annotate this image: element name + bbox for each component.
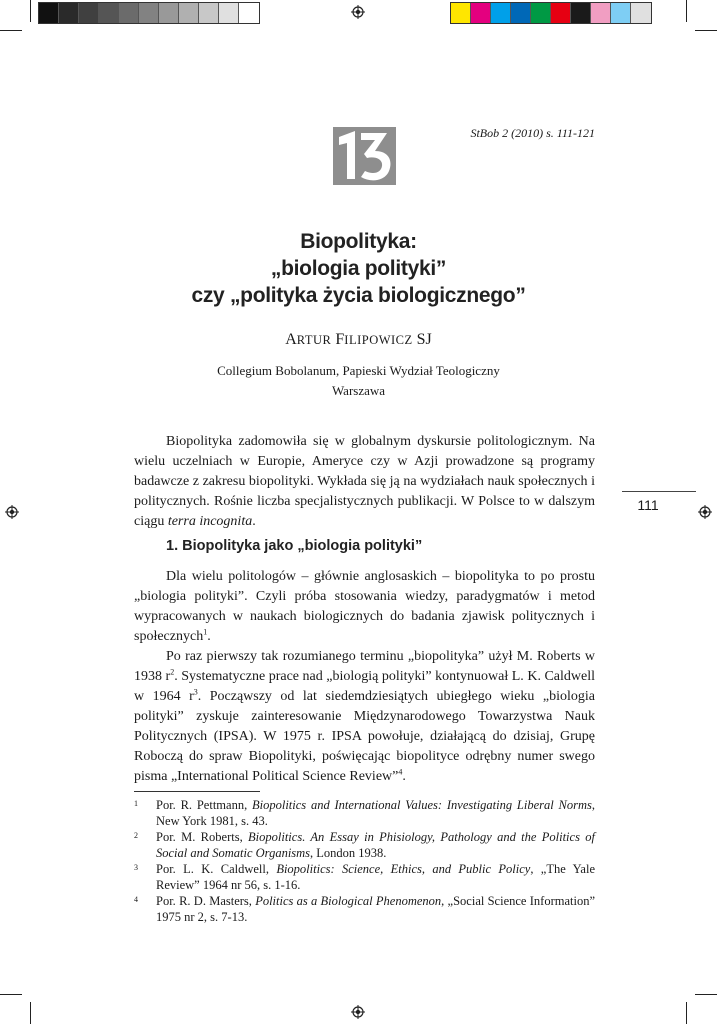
author-initial: A (285, 331, 297, 348)
color-swatch (491, 3, 511, 23)
footnote-text: Por. M. Roberts, (156, 830, 249, 844)
crop-mark (686, 0, 687, 22)
registration-mark-icon (698, 505, 712, 519)
color-swatch (239, 3, 259, 23)
footnote (134, 797, 595, 829)
page-number-rule (622, 491, 696, 492)
author-name (0, 331, 717, 349)
crop-mark (30, 0, 31, 22)
footnote-text: , New York 1981, s. 43. (156, 798, 595, 828)
footnote-number: 4 (134, 895, 138, 904)
color-swatch (551, 3, 571, 23)
journal-logo-icon (333, 127, 396, 185)
color-swatch (39, 3, 59, 23)
affiliation-city: Warszawa (331, 383, 386, 398)
crop-mark (0, 30, 22, 31)
italic-phrase: terra incognita (167, 514, 253, 529)
paragraph-text: . Systematyczne prace nad „biologią polityki” kontynuował L. K. Caldwell w 1964 r (134, 669, 595, 704)
color-swatch (471, 3, 491, 23)
footnote-text: Por. L. K. Caldwell, (156, 862, 277, 876)
color-swatch (531, 3, 551, 23)
color-swatch (179, 3, 199, 23)
footnote-title: Biopolitics and International Values: Investigating Liberal Norms (252, 798, 592, 812)
color-swatch (571, 3, 591, 23)
color-swatch (119, 3, 139, 23)
footnote-number: 1 (134, 799, 138, 808)
footnote (134, 861, 595, 893)
color-swatch (591, 3, 611, 23)
paragraph-text: Biopolityka zadomowiła się w globalnym dyskursie politologicznym. Na wielu uczelniach w Europie, Ameryce czy w Azji prowadzone są programy badawcze z zakresu biopolityki. Wykłada się ją na wydziałach nauk społecznych i politycznych. Rośnie liczba specjalistycznych publikacji. W Polsce to w dalszym ciągu (134, 434, 595, 529)
footnote-number: 2 (134, 831, 138, 840)
author-suffix: SJ (416, 331, 432, 348)
color-swatch (631, 3, 651, 23)
footnotes (134, 797, 595, 925)
grayscale-color-bar (38, 2, 260, 24)
footnote-ref[interactable]: 4 (398, 767, 403, 777)
color-swatch (59, 3, 79, 23)
section-heading: 1. Biopolityka jako „biologia polityki” (166, 538, 423, 554)
color-swatch (611, 3, 631, 23)
author-affiliation (0, 361, 717, 401)
body-paragraph (134, 567, 595, 647)
footnote (134, 829, 595, 861)
crop-mark (695, 994, 717, 995)
footnote-text: , „The Yale Review” 1964 nr 56, s. 1-16. (156, 862, 595, 892)
color-swatch (511, 3, 531, 23)
paragraph-text: . Począwszy od lat siedemdziesiątych ubiegłego wieku „biologia polityki” zyskuje zainteresowanie Międzynarodowego Towarzystwa Nauk Politycznych (IPSA). W 1975 r. IPSA powołuje, działającą do dzisiaj, Grupę Roboczą do spraw Biopolityki, poświęcając biopolityce odrębny numer swego pisma „International Political Science Review” (134, 689, 595, 784)
intro-paragraph (134, 432, 595, 532)
process-color-bar (450, 2, 652, 24)
footnote-ref[interactable]: 1 (203, 627, 208, 637)
footnote (134, 893, 595, 925)
footnote-text: Por. R. D. Masters, (156, 894, 256, 908)
author-last-name: ILIPOWICZ (344, 333, 413, 347)
section-body (134, 567, 595, 787)
author-first-name: RTUR (296, 333, 332, 347)
registration-mark-icon (351, 5, 365, 19)
footnote-text: , „Social Science Information” 1975 nr 2, s. 7-13. (156, 894, 595, 924)
crop-mark (686, 1002, 687, 1024)
crop-mark (30, 1002, 31, 1024)
crop-mark (695, 30, 717, 31)
footnote-text: , London 1938. (310, 846, 387, 860)
footnote-title: Politics as a Biological Phenomenon (255, 894, 442, 908)
paragraph-text: . (252, 514, 256, 529)
title-line: „biologia polityki” (270, 257, 447, 280)
color-swatch (79, 3, 99, 23)
color-swatch (199, 3, 219, 23)
color-swatch (99, 3, 119, 23)
paragraph-text: . (207, 629, 211, 644)
page-number: 111 (637, 497, 659, 513)
footnote-title: Biopolitics. An Essay in Phisiology, Pathology and the Politics of Social and Somatic Organisms (156, 830, 595, 860)
paragraph-text: Po raz pierwszy tak rozumianego terminu „biopolityka” użył M. Roberts w 1938 r (134, 649, 595, 684)
affiliation-institution: Collegium Bobolanum, Papieski Wydział Teologiczny (217, 363, 500, 378)
footnote-number: 3 (134, 863, 138, 872)
paragraph-text: Dla wielu politologów – głównie anglosaskich – biopolityka to po prostu „biologia polityki”. Czyli próba stosowania wiedzy, paradygmatów i metod wypracowanych w naukach biologicznych do badania zjawisk politycznych i społecznych (134, 569, 595, 644)
article-title (0, 228, 717, 309)
footnote-ref[interactable]: 3 (193, 687, 198, 697)
footnote-title: Biopolitics: Science, Ethics, and Public Policy (276, 862, 531, 876)
journal-citation: StBob 2 (2010) s. 111-121 (470, 126, 595, 140)
title-line: Biopolityka: (300, 230, 417, 253)
body-paragraph (134, 647, 595, 787)
title-line: czy „polityka życia biologicznego” (191, 284, 526, 307)
footnote-ref[interactable]: 2 (170, 667, 175, 677)
footnote-separator (134, 791, 260, 792)
crop-mark (0, 994, 22, 995)
color-swatch (159, 3, 179, 23)
registration-mark-icon (351, 1005, 365, 1019)
paragraph-text: . (402, 769, 406, 784)
registration-mark-icon (5, 505, 19, 519)
color-swatch (219, 3, 239, 23)
author-initial: F (335, 331, 345, 348)
color-swatch (139, 3, 159, 23)
footnote-text: Por. R. Pettmann, (156, 798, 252, 812)
color-swatch (451, 3, 471, 23)
